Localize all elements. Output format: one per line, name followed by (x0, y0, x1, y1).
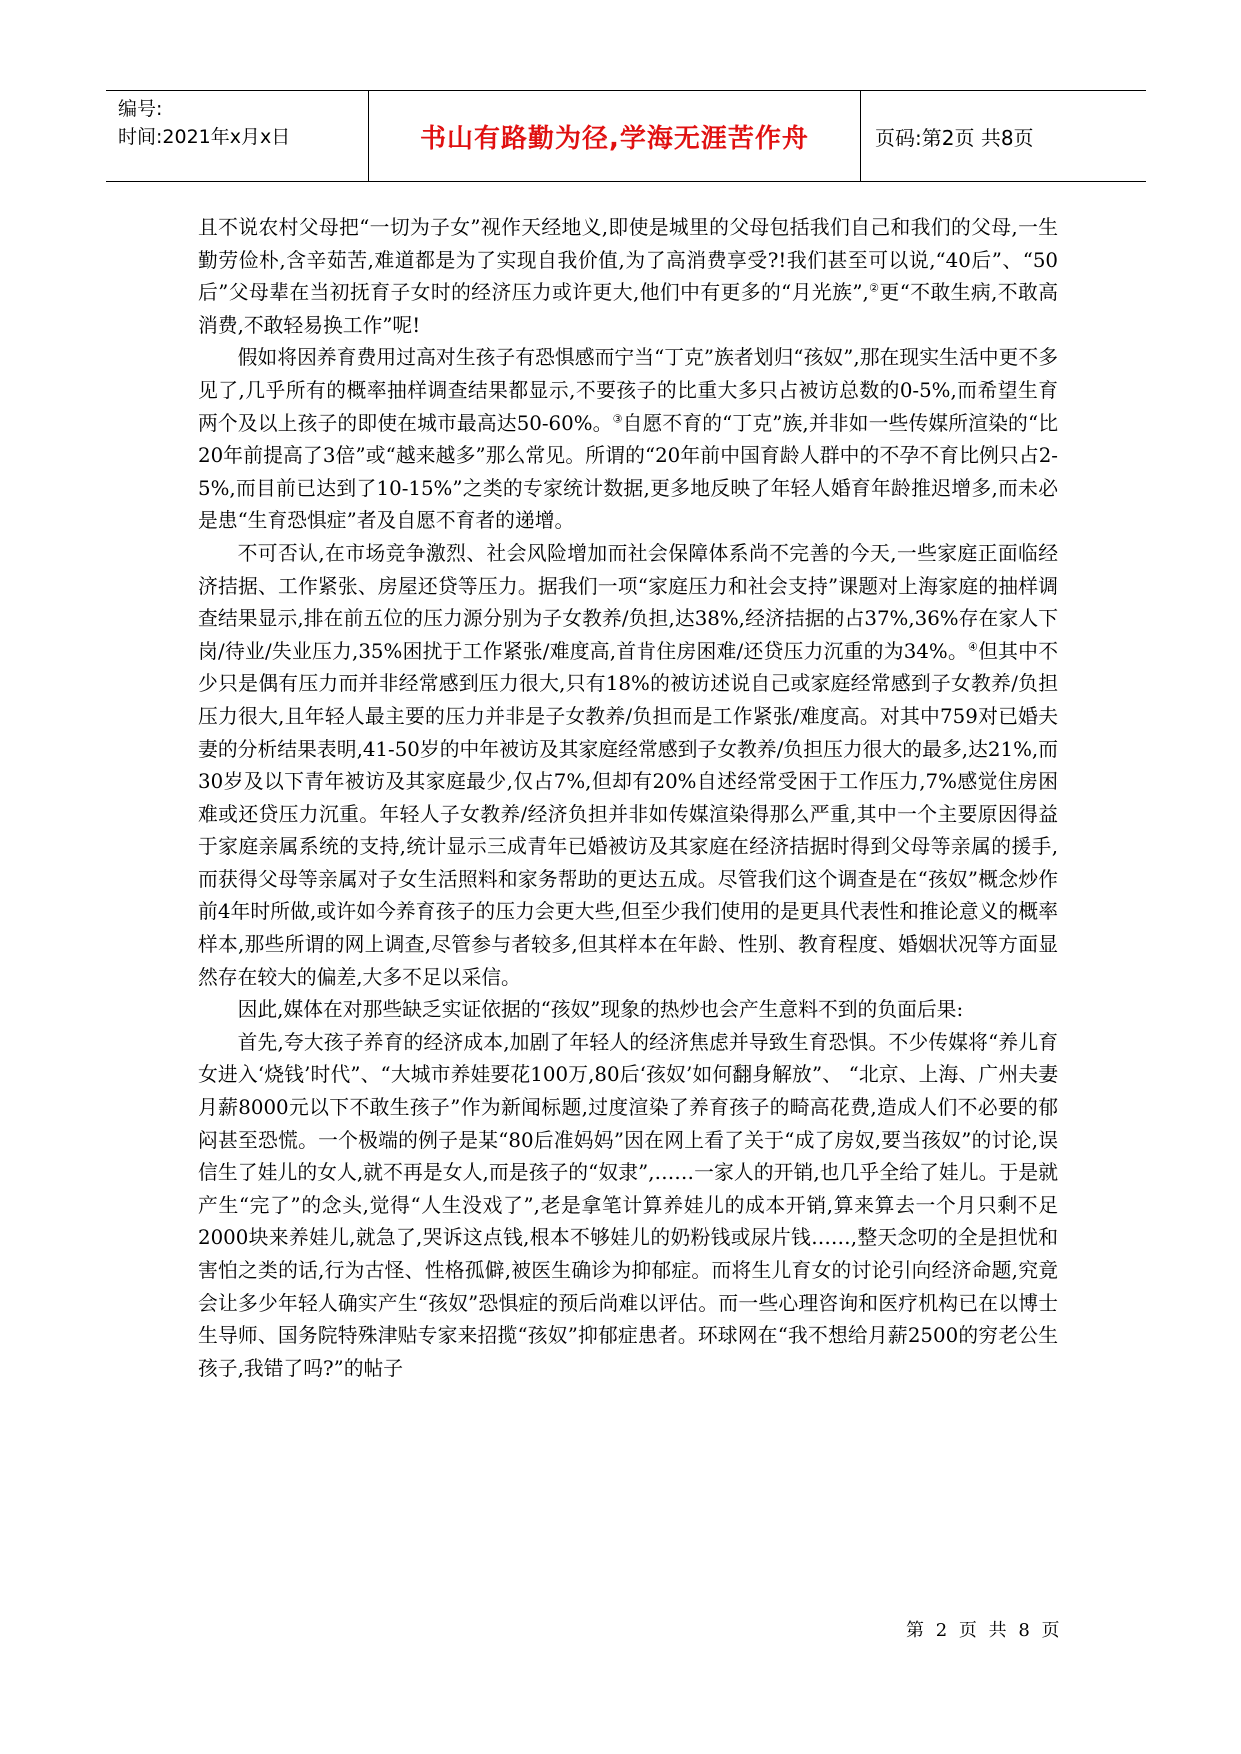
header-meta (106, 91, 369, 181)
body-paragraph (198, 212, 1058, 342)
header-motto-cell (369, 91, 861, 181)
header-page-info: 页码:第2页 共8页 (875, 125, 1034, 150)
body-paragraph (198, 342, 1058, 538)
page-header (106, 90, 1146, 182)
paragraph-text: 因此,媒体在对那些缺乏实证依据的“孩奴”现象的热炒也会产生意料不到的负面后果: (237, 998, 964, 1022)
footnote-marker: ④ (967, 640, 979, 654)
body-paragraph (198, 1027, 1058, 1386)
document-number-label: 编号: (118, 98, 163, 120)
body-paragraph (198, 994, 1058, 1027)
body-paragraph (198, 538, 1058, 994)
document-time-label: 时间:2021年x月x日 (118, 126, 291, 148)
footnote-marker: ③ (612, 411, 623, 425)
header-motto: 书山有路勤为径,学海无涯苦作舟 (420, 123, 809, 154)
paragraph-text: 且不说农村父母把“一切为子女”视作天经地义,即使是城里的父母包括我们自己和我们的父母,一生勤劳俭朴,含辛茹苦,难道都是为了实现自我价值,为了高消费享受?!我们甚至可以说,“40后”、“50后”父母辈在当初抚育子女时的经济压力或许更大,他们中有更多的“月光族”, (198, 216, 1058, 305)
document-body (198, 212, 1058, 1385)
header-page-cell (861, 91, 1146, 181)
paragraph-text: 假如将因养育费用过高对生孩子有恐惧感而宁当“丁克”族者划归“孩奴”,那在现实生活中更不多见了,几乎所有的概率抽样调查结果都显示,不要孩子的比重大多只占被访总数的0-5%,而希望生育两个及以上孩子的即使在城市最高达50-60%。 (198, 346, 1058, 435)
page-footer: 第 2 页 共 8 页 (906, 1620, 1063, 1641)
paragraph-text: 但其中不少只是偶有压力而并非经常感到压力很大,只有18%的被访述说自己或家庭经常感到子女教养/负担压力很大,且年轻人最主要的压力并非是子女教养/负担而是工作紧张/难度高。对其中759对已婚夫妻的分析结果表明,41-50岁的中年被访及其家庭经常感到子女教养/负担压力很大的最多,达21%,而30岁及以下青年被访及其家庭最少,仅占7%,但却有20%自述经常受困于工作压力,7%感觉住房困难或还贷压力沉重。年轻人子女教养/经济负担并非如传媒渲染得那么严重,其中一个主要原因得益于家庭亲属系统的支持,统计显示三成青年已婚被访及其家庭在经济拮据时得到父母等亲属的援手,而获得父母等亲属对子女生活照料和家务帮助的更达五成。尽管我们这个调查是在“孩奴”概念炒作前4年时所做,或许如今养育孩子的压力会更大些,但至少我们使用的是更具代表性和推论意义的概率样本,那些所谓的网上调查,尽管参与者较多,但其样本在年龄、性别、教育程度、婚姻状况等方面显然存在较大的偏差,大多不足以采信。 (198, 639, 1058, 989)
paragraph-text: 自愿不育的“丁克”族,并非如一些传媒所渲染的“比20年前提高了3倍”或“越来越多”那么常见。所谓的“20年前中国育龄人群中的不孕不育比例只占2-5%,而目前已达到了10-15%”之类的专家统计数据,更多地反映了年轻人婚育年龄推迟增多,而未必是患“生育恐惧症”者及自愿不育者的递增。 (198, 411, 1058, 533)
footnote-marker: ② (868, 281, 880, 295)
paragraph-text: 不可否认,在市场竞争激烈、社会风险增加而社会保障体系尚不完善的今天,一些家庭正面临经济拮据、工作紧张、房屋还贷等压力。据我们一项“家庭压力和社会支持”课题对上海家庭的抽样调查结果显示,排在前五位的压力源分别为子女教养/负担,达38%,经济拮据的占37%,36%存在家人下岗/待业/失业压力,35%困扰于工作紧张/难度高,首肯住房困难/还贷压力沉重的为34%。 (198, 541, 1058, 663)
paragraph-text: 首先,夸大孩子养育的经济成本,加剧了年轻人的经济焦虑并导致生育恐惧。不少传媒将“养儿育女进入‘烧钱’时代”、“大城市养娃要花100万,80后‘孩奴’如何翻身解放”、 “北京、上海、广州夫妻月薪8000元以下不敢生孩子”作为新闻标题,过度渲染了养育孩子的畸高花费,造成人们不必要的郁闷甚至恐慌。一个极端的例子是某“80后准妈妈”因在网上看了关于“成了房奴,要当孩奴”的讨论,误信生了娃儿的女人,就不再是女人,而是孩子的“奴隶”,……一家人的开销,也几乎全给了娃儿。于是就产生“完了”的念头,觉得“人生没戏了”,老是拿笔计算养娃儿的成本开销,算来算去一个月只剩不足2000块来养娃儿,就急了,哭诉这点钱,根本不够娃儿的奶粉钱或尿片钱……,整天念叨的全是担忧和害怕之类的话,行为古怪、性格孤僻,被医生确诊为抑郁症。而将生儿育女的讨论引向经济命题,究竟会让多少年轻人确实产生“孩奴”恐惧症的预后尚难以评估。而一些心理咨询和医疗机构已在以博士生导师、国务院特殊津贴专家来招揽“孩奴”抑郁症患者。环球网在“我不想给月薪2500的穷老公生孩子,我错了吗?”的帖子 (198, 1030, 1058, 1380)
paragraph-text: 更“不敢生病,不敢高消费,不敢轻易换工作”呢! (198, 281, 1059, 337)
